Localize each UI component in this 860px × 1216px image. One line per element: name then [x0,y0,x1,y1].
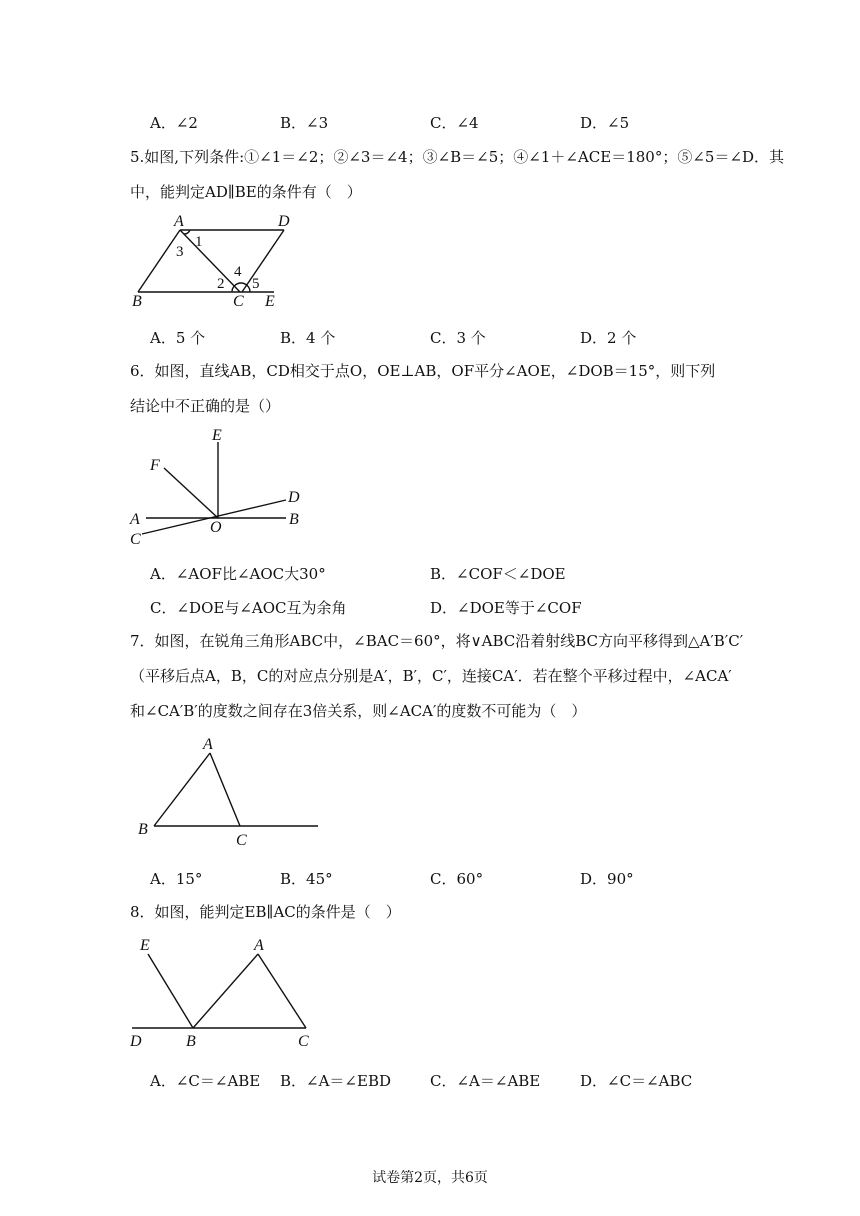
q4-option-a: A．∠2 [150,114,198,132]
q6-label-a: A [130,511,140,528]
q7-option-c: C．60° [430,870,484,888]
q6-figure [124,420,324,550]
q8-label-d: D [130,1033,142,1050]
q5-figure [128,210,298,310]
q6-option-b: B．∠COF＜∠DOE [430,565,566,583]
q7-label-c: C [236,832,247,849]
q5-option-b: B．4 个 [280,329,336,347]
q8-stem-line1: 8．如图，能判定EB∥AC的条件是（ ） [130,903,401,921]
q6-option-c: C．∠DOE与∠AOC互为余角 [150,599,347,617]
q7-stem-line1: 7．如图，在锐角三角形ABC中，∠BAC＝60°，将∨ABC沿着射线BC方向平移得到△A′B′C′ [130,632,744,650]
q8-figure [128,932,328,1052]
q6-option-d: D．∠DOE等于∠COF [430,599,582,617]
q7-option-a: A．15° [150,870,203,888]
q5-label-a: A [174,213,184,230]
q5-label-2: 2 [217,276,225,292]
q5-option-d: D．2 个 [580,329,637,347]
q7-option-d: D．90° [580,870,634,888]
q5-label-4: 4 [234,264,242,280]
q7-label-b: B [138,821,148,838]
q4-option-d: D．∠5 [580,114,630,132]
q6-label-f: F [150,457,160,474]
q6-stem-line2: 结论中不正确的是（） [130,397,281,415]
q7-figure [134,735,334,850]
q6-label-d: D [288,489,300,506]
q8-label-a: A [254,937,264,954]
q8-label-c: C [298,1033,309,1050]
q5-stem-line2: 中，能判定AD∥BE的条件有（ ） [130,183,362,201]
q5-label-5: 5 [252,276,260,292]
q5-label-c: C [233,293,244,310]
q5-stem-line1: 5.如图,下列条件:①∠1＝∠2；②∠3＝∠4；③∠B＝∠5；④∠1＋∠ACE＝180°；⑤∠5＝∠D．其 [130,148,785,166]
q5-label-b: B [132,293,142,310]
q7-stem-line2: （平移后点A，B，C的对应点分别是A′，B′，C′，连接CA′．若在整个平移过程中，∠ACA′ [130,667,732,685]
q6-stem-line1: 6．如图，直线AB，CD相交于点O，OE⊥AB，OF平分∠AOE，∠DOB＝15°，则下列 [130,362,716,380]
q6-label-o: O [210,519,222,536]
page-footer: 试卷第2页，共6页 [372,1170,488,1186]
q5-label-1: 1 [195,234,203,250]
q6-label-e: E [212,427,222,444]
q5-label-3: 3 [176,244,184,260]
q6-option-a: A．∠AOF比∠AOC大30° [150,565,326,583]
q4-option-b: B．∠3 [280,114,329,132]
q4-option-c: C．∠4 [430,114,479,132]
q8-label-e: E [140,937,150,954]
q8-option-d: D．∠C＝∠ABC [580,1072,693,1090]
q6-label-b: B [289,511,299,528]
q7-option-b: B．45° [280,870,333,888]
q5-option-a: A．5 个 [150,329,206,347]
q5-label-e: E [265,293,275,310]
q8-option-b: B．∠A＝∠EBD [280,1072,391,1090]
q5-option-c: C．3 个 [430,329,486,347]
q5-label-d: D [278,213,290,230]
q8-option-c: C．∠A＝∠ABE [430,1072,541,1090]
q8-option-a: A．∠C＝∠ABE [150,1072,261,1090]
q8-label-b: B [186,1033,196,1050]
q7-stem-line3: 和∠CA′B′的度数之间存在3倍关系，则∠ACA′的度数不可能为（ ） [130,702,587,720]
q7-label-a: A [203,736,213,753]
q6-label-c: C [130,531,141,548]
